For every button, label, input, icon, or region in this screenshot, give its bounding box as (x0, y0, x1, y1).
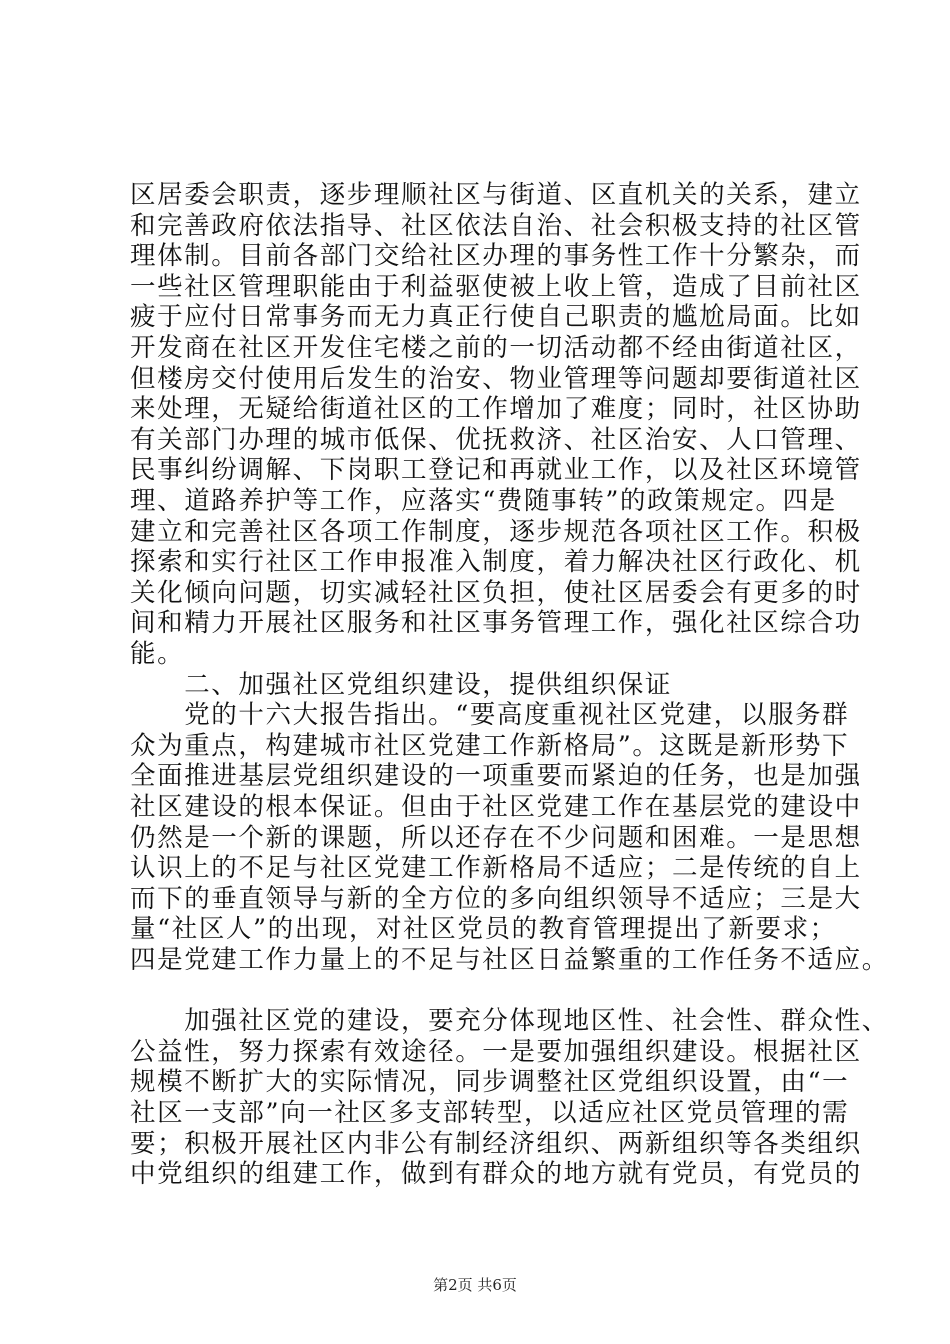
text-line: 和完善政府依法指导、社区依法自治、社会积极支持的社区管 (130, 210, 862, 241)
text-line: 而下的垂直领导与新的全方位的多向组织领导不适应；三是大 (130, 883, 862, 914)
text-line: 理、道路养护等工作，应落实“费随事转”的政策规定。四是 (130, 486, 837, 516)
text-line: 间和精力开展社区服务和社区事务管理工作，强化社区综合功 (130, 608, 862, 639)
text-line: 二、加强社区党组织建设，提供组织保证 (130, 669, 673, 700)
text-line: 四是党建工作力量上的不足与社区日益繁重的工作任务不适应。 (130, 945, 889, 975)
text-line: 有关部门办理的城市低保、优抚救济、社区治安、人口管理、 (130, 424, 862, 455)
text-line: 建立和完善社区各项工作制度，逐步规范各项社区工作。积极 (130, 516, 862, 547)
text-line: 能。 (130, 639, 185, 669)
text-line: 关化倾向问题，切实减轻社区负担，使社区居委会有更多的时 (130, 577, 862, 608)
text-line: 疲于应付日常事务而无力真正行使自己职责的尴尬局面。比如 (130, 302, 862, 333)
text-line: 全面推进基层党组织建设的一项重要而紧迫的任务，也是加强 (130, 761, 862, 792)
text-line: 规模不断扩大的实际情况，同步调整社区党组织设置，由“一 (130, 1067, 850, 1098)
text-line: 公益性，努力探索有效途径。一是要加强组织建设。根据社区 (130, 1036, 862, 1067)
text-line: 量“社区人”的出现，对社区党员的教育管理提出了新要求； (130, 914, 837, 945)
text-line: 理体制。目前各部门交给社区办理的事务性工作十分繁杂，而 (130, 241, 862, 272)
page-footer: 第2页 共6页 (433, 1276, 517, 1294)
text-line: 来处理，无疑给街道社区的工作增加了难度；同时，社区协助 (130, 394, 862, 425)
text-line: 探索和实行社区工作申报准入制度，着力解决社区行政化、机 (130, 547, 862, 578)
text-line: 加强社区党的建设，要充分体现地区性、社会性、群众性、 (130, 1006, 889, 1037)
text-line: 开发商在社区开发住宅楼之前的一切活动都不经由街道社区， (130, 333, 862, 363)
text-line: 认识上的不足与社区党建工作新格局不适应；二是传统的自上 (130, 853, 862, 884)
text-line: 社区建设的根本保证。但由于社区党建工作在基层党的建设中 (130, 792, 862, 822)
text-line: 中党组织的组建工作，做到有群众的地方就有党员，有党员的 (130, 1159, 862, 1190)
text-line: 民事纠纷调解、下岗职工登记和再就业工作，以及社区环境管 (130, 455, 862, 486)
text-line: 仍然是一个新的课题，所以还存在不少问题和困难。一是思想 (130, 822, 862, 853)
text-line: 但楼房交付使用后发生的治安、物业管理等问题却要街道社区 (130, 363, 862, 394)
text-line: 一些社区管理职能由于利益驱使被上收上管，造成了目前社区 (130, 271, 862, 302)
text-line: 党的十六大报告指出。“要高度重视社区党建，以服务群 (130, 700, 850, 731)
text-line: 要；积极开展社区内非公有制经济组织、两新组织等各类组织 (130, 1128, 862, 1159)
text-line: 区居委会职责，逐步理顺社区与街道、区直机关的关系，建立 (130, 180, 862, 210)
text-line: 社区一支部”向一社区多支部转型，以适应社区党员管理的需 (130, 1098, 850, 1128)
text-line: 众为重点，构建城市社区党建工作新格局”。这既是新形势下 (130, 730, 850, 761)
text-line (130, 976, 870, 1006)
